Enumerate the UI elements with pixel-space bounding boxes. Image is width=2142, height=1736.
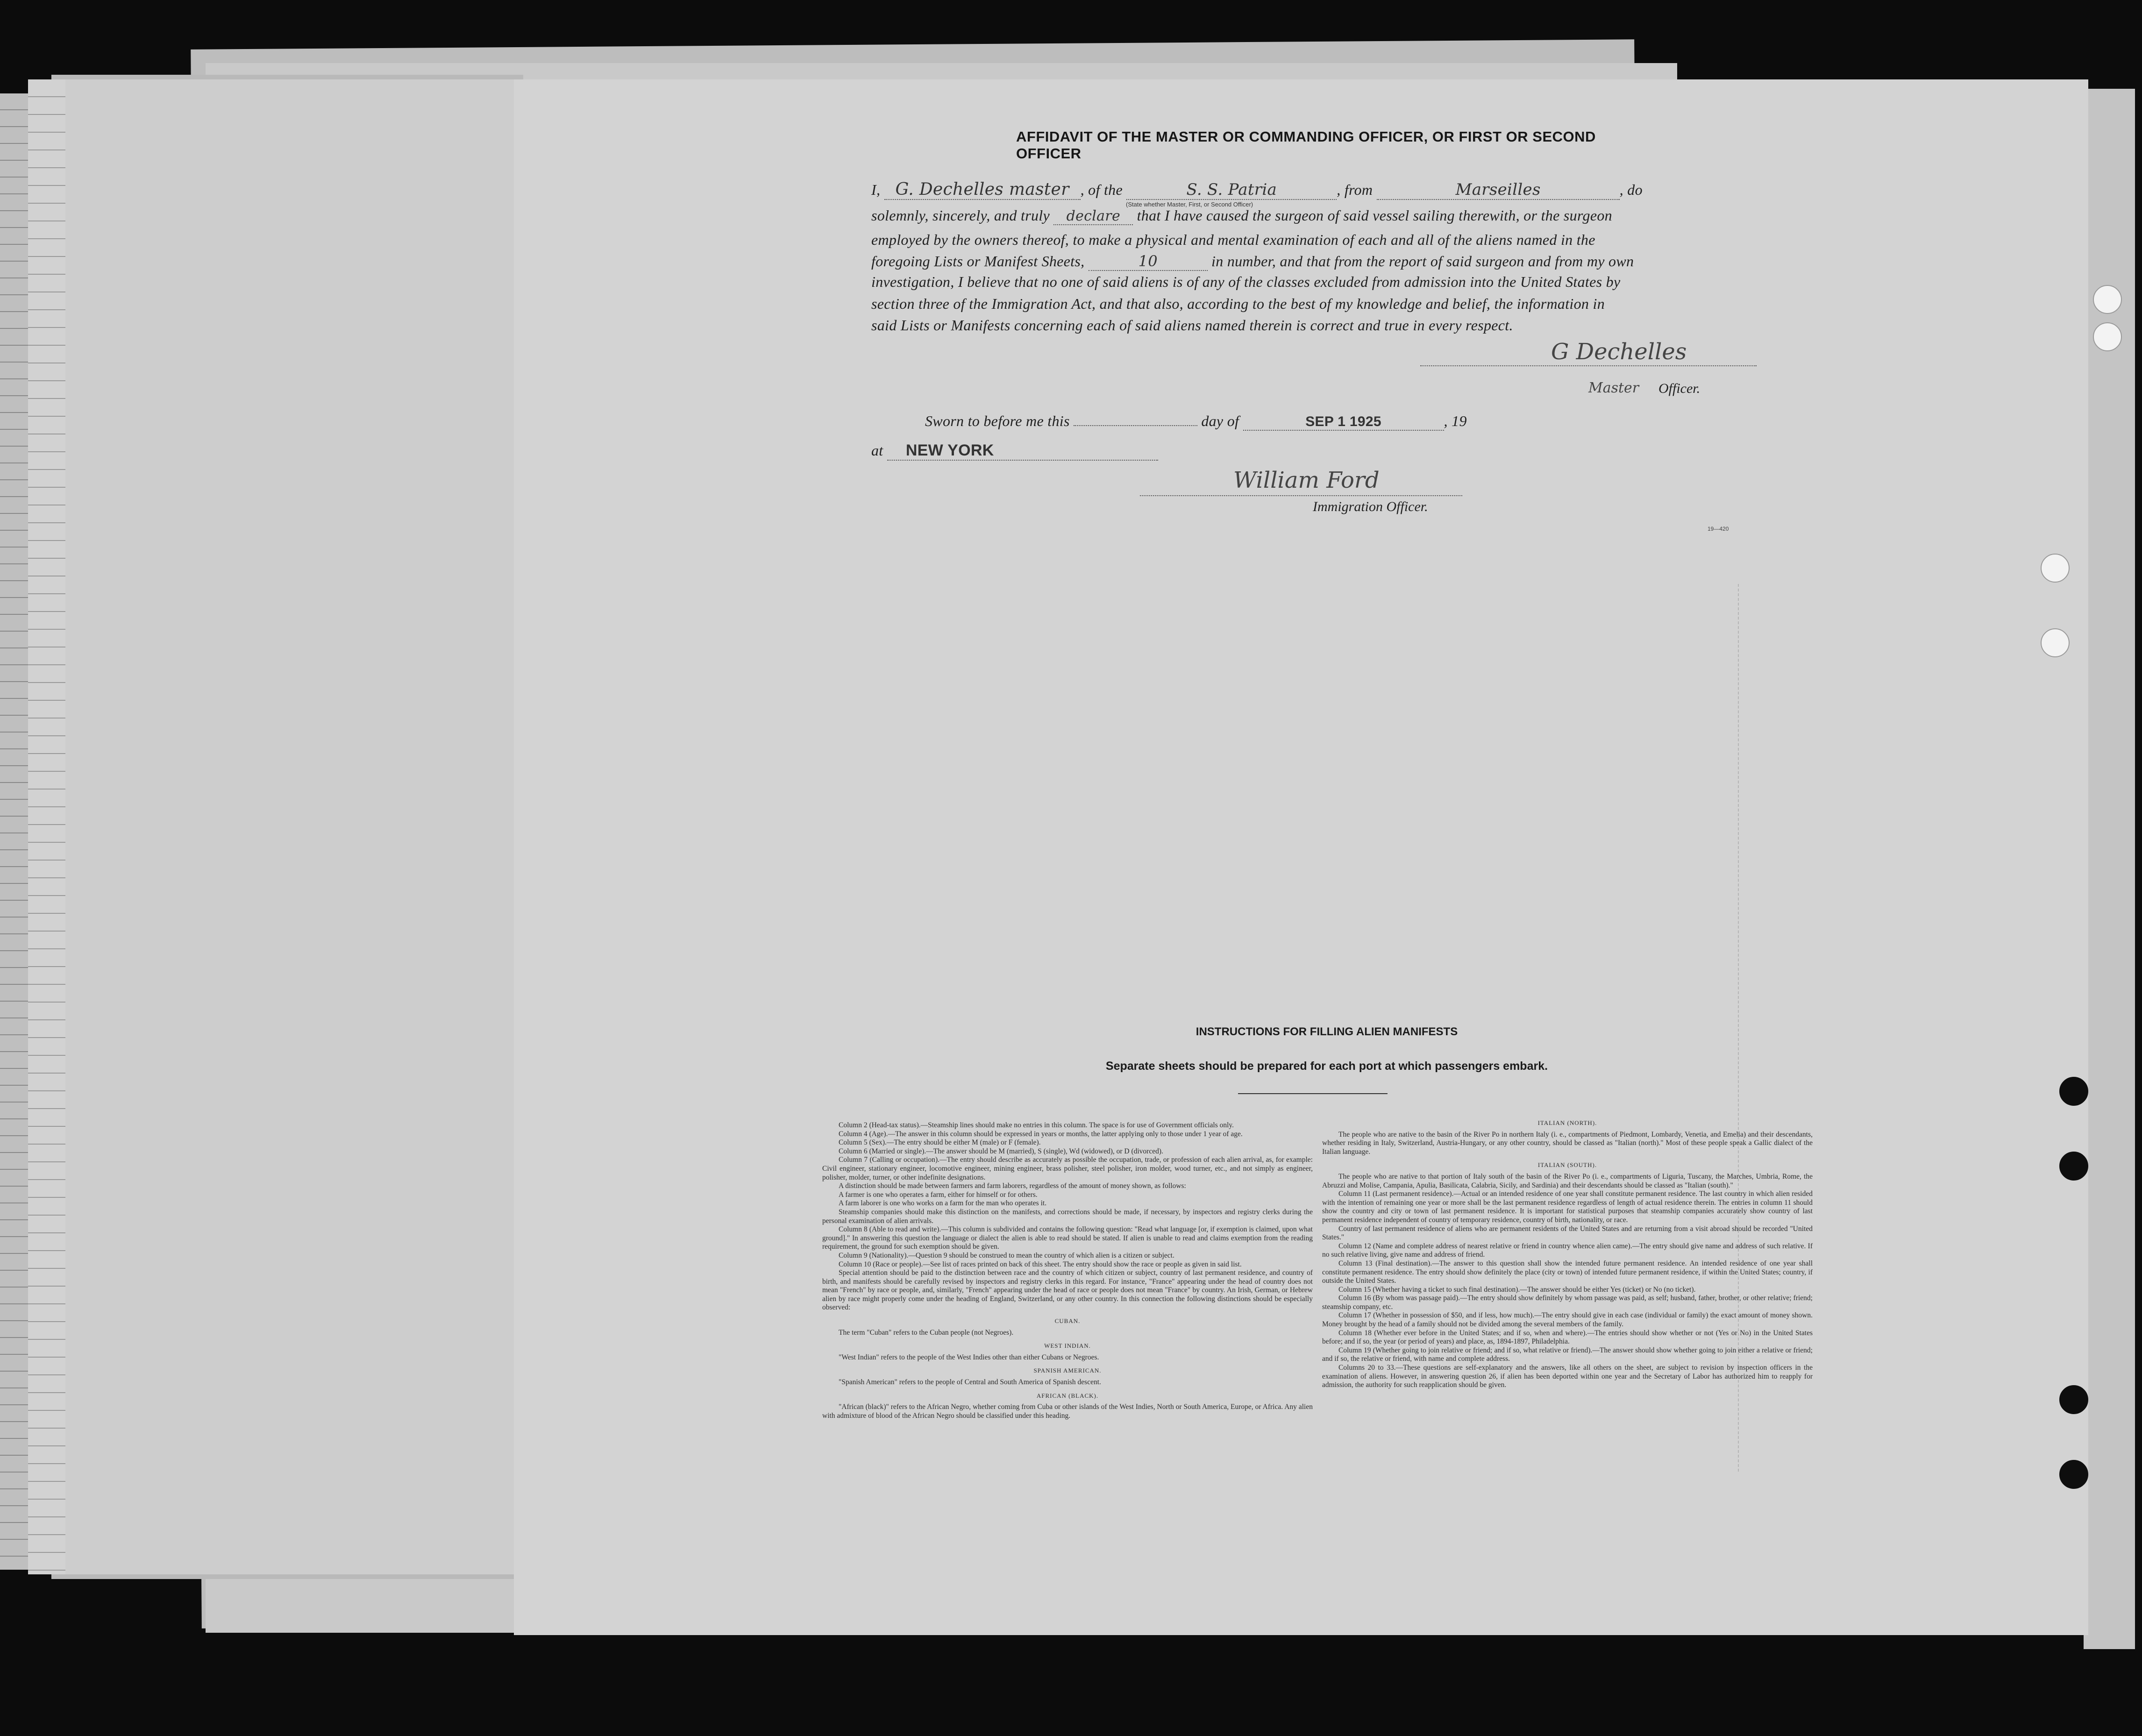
affidavit-line-1 [871,180,1643,200]
signature-line [1140,495,1462,496]
rank-caption: (State whether Master, First, or Second Officer) [1126,201,1253,208]
affidavit-text: , from [1337,181,1373,198]
section-heading: CUBAN. [1054,1317,1081,1325]
divider [1238,1093,1388,1094]
instruction-paragraph: "West Indian" refers to the people of the West Indies other than either Cubans or Negroes. [839,1353,1099,1361]
affidavit-line-4 [871,252,1634,271]
affidavit-text: day of [1201,413,1239,429]
oath-field: declare [1053,208,1133,225]
date-stamp: SEP 1 1925 [1243,414,1444,431]
instruction-paragraph: Column 10 (Race or people).—See list of races printed on back of this sheet. The entry should show the race or people as given in said list. [839,1260,1242,1268]
instruction-paragraph: Column 17 (Whether in possession of $50, and if less, how much).—The entry should give in each case (individual or family) the exact amount of money shown. Money brought by the head of a family should not be divided among the several members of the family. [1322,1311,1813,1329]
punch-hole-icon [2059,1460,2088,1489]
instruction-paragraph: Column 5 (Sex).—The entry should be either M (male) or F (female). [839,1138,1041,1147]
affidavit-title: AFFIDAVIT OF THE MASTER OR COMMANDING OFFICER, OR FIRST OR SECOND OFFICER [1016,128,1596,162]
punch-hole-icon [2041,628,2070,657]
instruction-paragraph: A distinction should be made between farmers and farm laborers, regardless of the amount of money shown, as follows: [839,1182,1186,1190]
affidavit-text: I, [871,181,881,198]
instruction-paragraph: The people who are native to the basin of the River Po in northern Italy (i. e., compartments of Piedmont, Lombardy, Venetia, and Emelia) and their descendants, whether residing in Italy, Switzerland, Austria-Hungary, or any other country, should be classed as "Italian (north)." Most of these people speak a Gallic dialect of the Italian language. [1322,1130,1813,1156]
affidavit-text: solemnly, sincerely, and truly [871,207,1050,224]
instructions-subtitle: Separate sheets should be prepared for each port at which passengers embark. [1105,1060,1548,1073]
affidavit-text: that I have caused the surgeon of said vessel sailing therewith, or the surgeon [1137,207,1612,224]
punch-hole-icon [2093,322,2122,351]
sworn-day-field [1074,425,1197,426]
instruction-paragraph: Column 2 (Head-tax status).—Steamship lines should make no entries in this column. The space is for use of Government officials only. [839,1121,1234,1129]
departure-port-field: Marseilles [1377,180,1620,200]
officer-rank-handwritten: Master [1588,380,1639,396]
punch-hole-icon [2093,285,2122,314]
affidavit-text: Sworn to before me this [925,413,1070,429]
place-line [871,441,1158,461]
instruction-paragraph: Column 12 (Name and complete address of nearest relative or friend in country whence alien came).—The entry should give name and address of such relative. If no such relative living, give name and address of friend. [1322,1242,1813,1259]
instruction-paragraph: A farm laborer is one who works on a farm for the man who operates it. [839,1199,1047,1208]
master-name-field: G. Dechelles master [884,180,1081,200]
instruction-paragraph: Column 11 (Last permanent residence).—Actual or an intended residence of one year shall constitute permanent residence. The last country in which alien resided with the intention of remaining one year or more shall be the last permanent residence regardless of length of actual residence therein. The entries in column 11 should show the country and city or town of last permanent residence. It is important for statistical purposes that steamship companies accurately show country of last permanent residence independent of country of temporary residence, country of birth, nationality, or race. [1322,1190,1813,1224]
affidavit-text: , 19 [1444,413,1467,429]
affidavit-text: , of the [1080,181,1123,198]
section-heading: ITALIAN (SOUTH). [1537,1161,1597,1169]
section-heading: SPANISH AMERICAN. [1033,1367,1102,1374]
instruction-paragraph: Column 7 (Calling or occupation).—The entry should describe as accurately as possible the occupation, trade, or profession of each alien arrival, as, for example: Civil engineer, stationary engineer, locomotive engineer, mining engineer, brass polisher, steel polisher, iron molder, wood turner, etc., and not simply as engineer, polisher, molder, turner, or other indefinite designations. [822,1156,1313,1181]
instruction-paragraph: "Spanish American" refers to the people of Central and South America of Spanish descent. [839,1378,1101,1387]
punch-hole-icon [2041,554,2070,583]
instruction-paragraph: "African (black)" refers to the African Negro, whether coming from Cuba or other islands of the West Indies, North or South America, Europe, or Africa. Any alien with admixture of blood of the African Negro should be classified under this heading. [822,1403,1313,1420]
instructions-right-column [1322,1114,1813,1390]
section-heading: WEST INDIAN. [1044,1342,1091,1350]
affidavit-line-3: employed by the owners thereof, to make a physical and mental examination of each and all of the aliens named in the [871,231,1595,248]
instruction-paragraph: Column 19 (Whether going to join relative or friend; and if so, what relative or friend).—The answer should show whether going to join either a relative or friend; and if so, the relative or friend, with name and complete address. [1322,1346,1813,1363]
instruction-paragraph: The term "Cuban" refers to the Cuban people (not Negroes). [839,1328,1014,1337]
instruction-paragraph: Country of last permanent residence of aliens who are permanent residents of the United States and are returning from a visit abroad should be recorded "United States." [1322,1224,1813,1242]
affidavit-line-5: investigation, I believe that no one of said aliens is of any of the classes excluded from admission into the United States by [871,273,1621,290]
instruction-paragraph: Column 9 (Nationality).—Question 9 should be construed to mean the country of which alien is a citizen or subject. [839,1251,1174,1259]
place-stamp: NEW YORK [887,441,1158,461]
master-signature: G Dechelles [1551,339,1687,365]
affidavit-line-6: section three of the Immigration Act, and that also, according to the best of my knowledge and belief, the information in [871,295,1605,312]
vessel-name-field: S. S. Patria [1126,180,1337,200]
affidavit-text: in number, and that from the report of said surgeon and from my own [1211,253,1634,270]
instruction-paragraph: Column 8 (Able to read and write).—This column is subdivided and contains the following question: "Read what language [or, if exemption is claimed, upon what ground]." In answering this question the language or dialect the alien is able to read should be stated. If alien is unable to read and claims exemption from the reading requirement, the ground for such exemption should be given. [822,1225,1313,1251]
punch-hole-icon [2059,1077,2088,1106]
instructions-left-column [822,1121,1313,1420]
affidavit-line-2 [871,207,1612,225]
instruction-paragraph: Steamship companies should make this distinction on the manifests, and corrections should be made, if necessary, by inspectors and registry clerks during the personal examination of alien arrivals. [822,1208,1313,1225]
section-heading: ITALIAN (NORTH). [1537,1119,1597,1126]
instructions-title: INSTRUCTIONS FOR FILLING ALIEN MANIFESTS [1196,1025,1458,1038]
instruction-paragraph: Special attention should be paid to the distinction between race and the country of which citizen or subject, country of last permanent residence, and country of birth, and manifests should be carefully revised by inspectors and registry clerks in this regard. For instance, "France" appearing under the head of country does not mean "French" by race or people, and, similarly, "French" appearing under the head of race or people does not mean "France" by country. An Irish, German, or Hebrew alien by race might properly come under the heading of England, Switzerland, or any other country. In this connection the following distinctions should be especially observed: [822,1269,1313,1312]
instruction-paragraph: Column 13 (Final destination).—The answer to this question shall show the intended future permanent residence. An intended residence of one year shall constitute permanent residence. The entry should show definitely the place (city or town) of intended future permanent residence, if within the United States; country, if outside the United States. [1322,1259,1813,1285]
instruction-paragraph: Column 16 (By whom was passage paid).—The entry should show definitely by whom passage was paid, as self; husband, father, brother, or other relative; friend; steamship company, etc. [1322,1294,1813,1311]
form-number: 19—420 [1708,526,1729,532]
instruction-paragraph: Column 18 (Whether ever before in the United States; and if so, when and where).—The entries should show whether or not (Yes or No) in the United States before; and if so, the year (or period of years) and place, as, 1894-1897, Philadelphia. [1322,1329,1813,1346]
immigration-officer-signature: William Ford [1233,467,1380,493]
affidavit-text: at [871,442,883,459]
affidavit-text: foregoing Lists or Manifest Sheets, [871,253,1085,270]
officer-label: Officer. [1658,381,1701,396]
instruction-paragraph: The people who are native to that portion of Italy south of the basin of the River Po (i. e., compartments of Liguria, Tuscany, the Marches, Umbria, Rome, the Abruzzi and Molise, Campania, Apulia, Basilicata, Calabria, Sicily, and Sardinia) and their descendants should be classed as "Italian (south)." [1322,1172,1813,1189]
instruction-paragraph: Column 15 (Whether having a ticket to such final destination).—The answer should be either Yes (ticket) or No (no ticket). [1338,1285,1696,1294]
instruction-paragraph: Columns 20 to 33.—These questions are self-explanatory and the answers, like all others on the sheet, are subject to revision by inspection officers in the examination of aliens. However, in answering question 26, if alien has been deported within one year and the Secretary of Labor has authorized him to reapply for admission, the authority for such reapplication should be given. [1322,1364,1813,1389]
signature-line [1420,365,1757,366]
sheet-count-field: 10 [1089,252,1208,271]
left-blank-page [65,79,514,1574]
section-heading: AFRICAN (BLACK). [1036,1392,1099,1399]
affidavit-text: , do [1619,181,1643,198]
instruction-paragraph: Column 6 (Married or single).—The answer should be M (married), S (single), Wd (widowed), or D (divorced). [839,1147,1163,1155]
punch-hole-icon [2059,1385,2088,1414]
sworn-line [925,413,1467,431]
immigration-officer-label: Immigration Officer. [1313,499,1428,514]
affidavit-line-7: said Lists or Manifests concerning each of said aliens named therein is correct and true in every respect. [871,317,1513,334]
instruction-paragraph: A farmer is one who operates a farm, either for himself or for others. [839,1190,1038,1199]
punch-hole-icon [2059,1152,2088,1181]
instruction-paragraph: Column 4 (Age).—The answer in this column should be expressed in years or months, the latter applying only to those under 1 year of age. [839,1130,1243,1138]
